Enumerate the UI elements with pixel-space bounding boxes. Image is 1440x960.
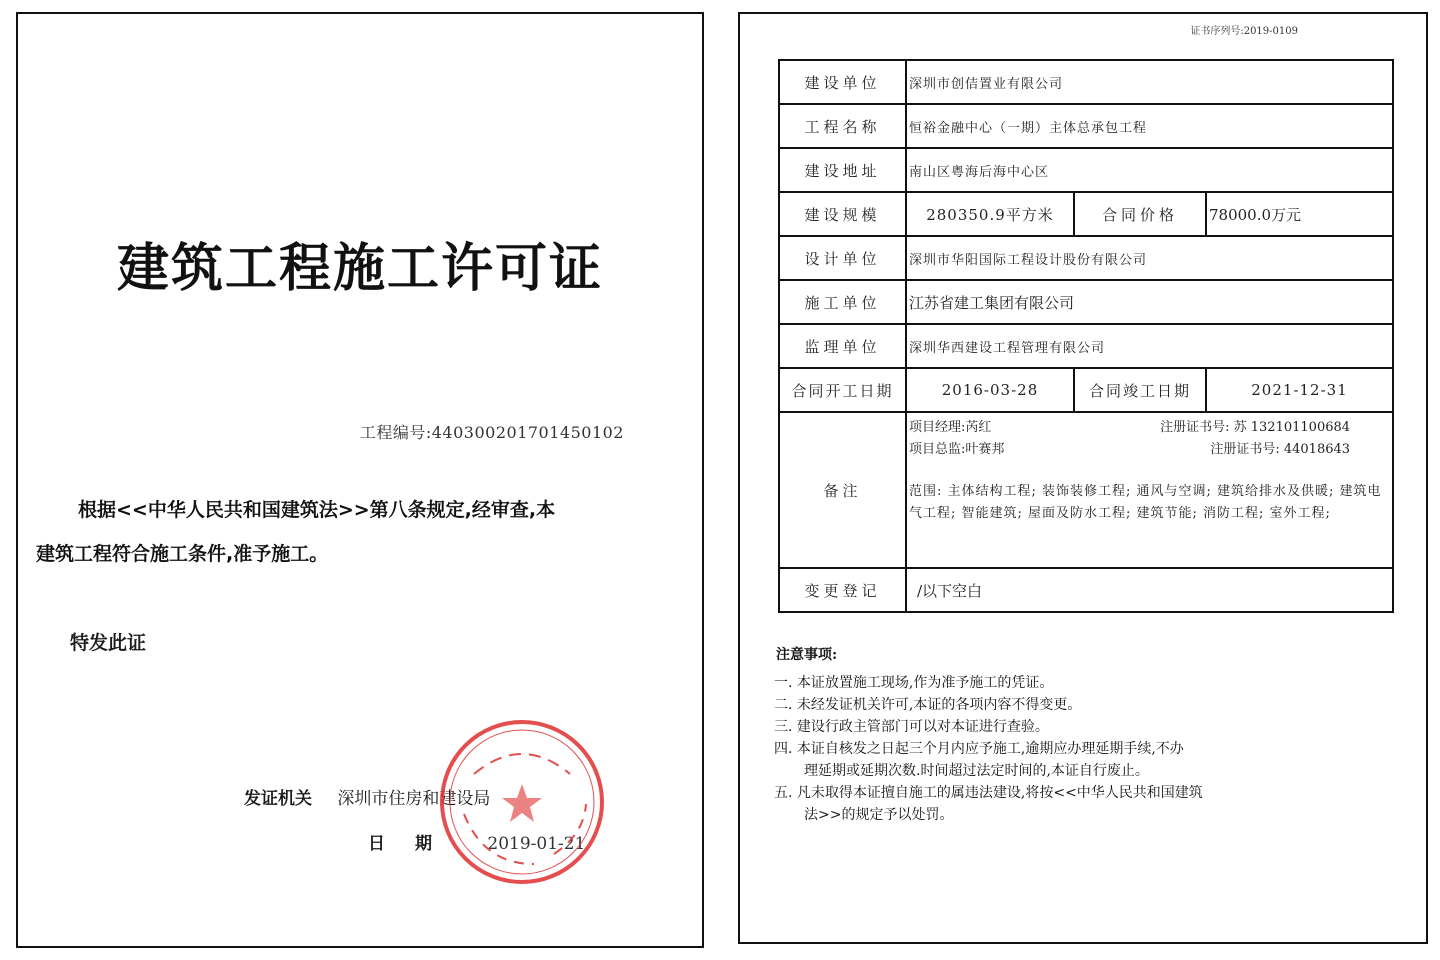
end-date-value: 2021-12-31 bbox=[1206, 368, 1393, 412]
table-row bbox=[779, 192, 1393, 236]
permit-detail-page bbox=[738, 12, 1428, 944]
attention-item-cont: 理延期或延期次数.时间超过法定时间的,本证自行废止。 bbox=[804, 763, 1149, 779]
chief-supervisor-cert: 注册证书号: 44018643 bbox=[1210, 442, 1351, 457]
table-row bbox=[779, 148, 1393, 192]
table-row bbox=[779, 568, 1393, 612]
price-label: 合同价格 bbox=[1074, 192, 1206, 236]
date-value: 2019-01-21 bbox=[487, 834, 586, 854]
owner-label: 建设单位 bbox=[779, 60, 906, 104]
design-label: 设计单位 bbox=[779, 236, 906, 280]
change-value: /以下空白 bbox=[906, 568, 1393, 612]
table-row bbox=[779, 368, 1393, 412]
statement-line-1: 根据<<中华人民共和国建筑法>>第八条规定,经审查,本 bbox=[78, 499, 556, 521]
certificate-serial: 证书序列号:2019-0109 bbox=[1190, 26, 1298, 37]
change-label: 变更登记 bbox=[779, 568, 906, 612]
design-value: 深圳市华阳国际工程设计股份有限公司 bbox=[906, 236, 1393, 280]
attention-item: 一. 本证放置施工现场,作为准予施工的凭证。 bbox=[774, 675, 1054, 691]
remarks-value bbox=[906, 412, 1393, 568]
supervise-label: 监理单位 bbox=[779, 324, 906, 368]
scale-value: 280350.9平方米 bbox=[906, 192, 1074, 236]
attention-item: 五. 凡未取得本证擅自施工的属违法建设,将按<<中华人民共和国建筑 bbox=[774, 785, 1203, 801]
start-date-label: 合同开工日期 bbox=[779, 368, 906, 412]
issuer-label: 发证机关 bbox=[244, 789, 312, 809]
supervise-value: 深圳华西建设工程管理有限公司 bbox=[906, 324, 1393, 368]
chief-supervisor: 项目总监:叶赛邦 bbox=[909, 442, 1005, 457]
price-value: 78000.0万元 bbox=[1206, 192, 1393, 236]
work-scope: 范围: 主体结构工程; 装饰装修工程; 通风与空调; 建筑给排水及供暖; 建筑电气工程; 智能建筑; 屋面及防水工程; 建筑节能; 消防工程; 室外工程; bbox=[909, 484, 1382, 521]
attention-item: 三. 建设行政主管部门可以对本证进行查验。 bbox=[774, 719, 1049, 735]
table-row bbox=[779, 324, 1393, 368]
permit-title: 建筑工程施工许可证 bbox=[116, 238, 603, 299]
approval-statement bbox=[36, 488, 636, 576]
statement-line-2: 建筑工程符合施工条件,准予施工。 bbox=[36, 543, 329, 565]
name-label: 工程名称 bbox=[779, 104, 906, 148]
date-label: 日期 bbox=[368, 834, 462, 854]
issuer-value: 深圳市住房和建设局 bbox=[337, 789, 491, 809]
remarks-label: 备注 bbox=[779, 412, 906, 568]
owner-value: 深圳市创佶置业有限公司 bbox=[906, 60, 1393, 104]
project-number: 工程编号:440300201701450102 bbox=[359, 423, 624, 442]
attention-notes bbox=[774, 644, 1294, 826]
start-date-value: 2016-03-28 bbox=[906, 368, 1074, 412]
attention-item-cont: 法>>的规定予以处罚。 bbox=[804, 807, 954, 823]
name-value: 恒裕金融中心（一期）主体总承包工程 bbox=[906, 104, 1393, 148]
special-issue-text: 特发此证 bbox=[70, 632, 147, 654]
table-row bbox=[779, 412, 1393, 568]
permit-cover-page bbox=[16, 12, 704, 948]
construct-label: 施工单位 bbox=[779, 280, 906, 324]
project-manager: 项目经理:芮红 bbox=[909, 420, 992, 435]
permit-info-table bbox=[778, 59, 1394, 613]
table-row bbox=[779, 104, 1393, 148]
address-value: 南山区粤海后海中心区 bbox=[906, 148, 1393, 192]
scale-label: 建设规模 bbox=[779, 192, 906, 236]
official-seal-icon bbox=[434, 714, 610, 890]
end-date-label: 合同竣工日期 bbox=[1074, 368, 1206, 412]
construct-value: 江苏省建工集团有限公司 bbox=[906, 280, 1393, 324]
table-row bbox=[779, 280, 1393, 324]
project-manager-cert: 注册证书号: 苏 132101100684 bbox=[1160, 420, 1351, 435]
address-label: 建设地址 bbox=[779, 148, 906, 192]
attention-item: 四. 本证自核发之日起三个月内应予施工,逾期应办理延期手续,不办 bbox=[774, 741, 1184, 757]
table-row bbox=[779, 236, 1393, 280]
attention-item: 二. 未经发证机关许可,本证的各项内容不得变更。 bbox=[774, 697, 1082, 713]
table-row bbox=[779, 60, 1393, 104]
attention-heading: 注意事项: bbox=[776, 647, 838, 663]
